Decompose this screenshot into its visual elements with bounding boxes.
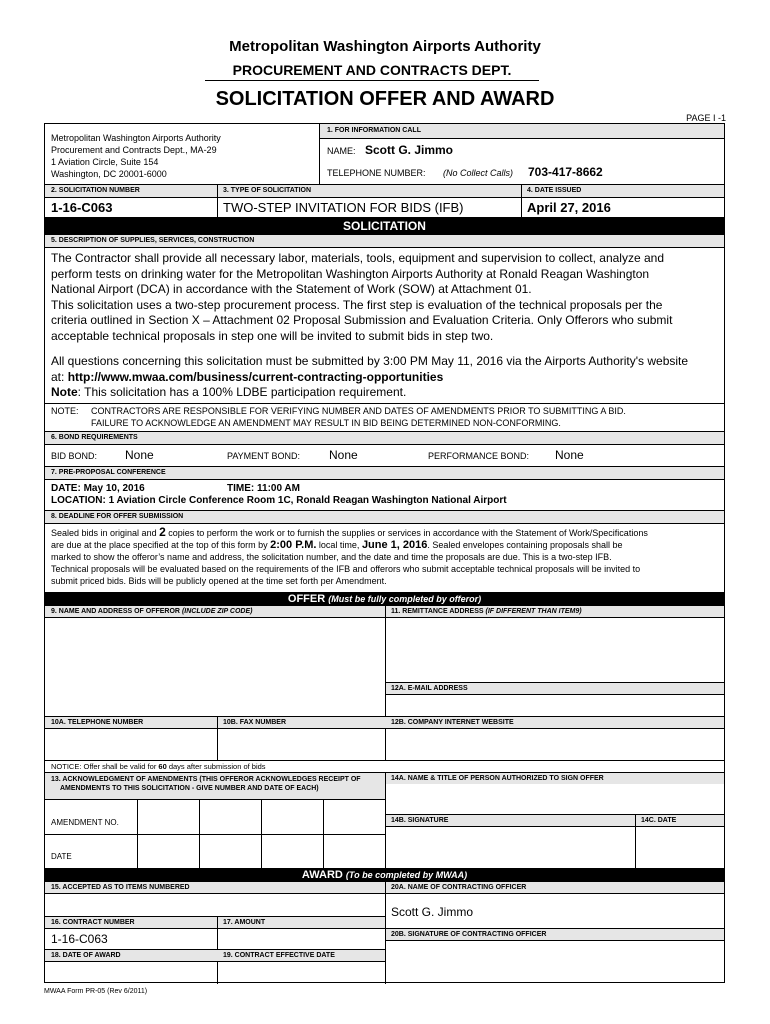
form-title: SOLICITATION OFFER AND AWARD: [215, 88, 555, 110]
deadline-body: Sealed bids in original and 2 copies to perform the work or to furnish the supplies or services in accordance with the Statement of Work/Specifications are due at the place specified at the top of this form by 2:00 P.M. local time, June 1, 2016. Sealed envelopes containing proposals shall be marked to show the offeror’s name and address, the solicitation number, and the date and time the proposals are due. This is a two-step IFB. Technical proposals will be evaluated based on the requirements of the IFB and offerors who submit acceptable technical proposals will be invited to submit priced bids. Bids will be publicly opened at the time set forth per Amendment.: [51, 525, 648, 586]
amendment-no-input[interactable]: [201, 801, 260, 833]
offeror-address-input[interactable]: [47, 619, 383, 715]
phone-note: (No Collect Calls): [443, 168, 514, 178]
dept-title: PROCUREMENT AND CONTRACTS DEPT.: [205, 62, 539, 81]
amendment-date-input[interactable]: [325, 836, 384, 867]
email-input[interactable]: [387, 696, 723, 716]
solicitation-section-bar: SOLICITATION: [45, 217, 724, 235]
contact-name: Scott G. Jimmo: [365, 143, 454, 157]
date-issued: April 27, 2016: [527, 200, 611, 215]
description-line: criteria outlined in Section X – Attachment 02 Proposal Submission and Evaluation Criteria. Only Offerors who submit: [51, 313, 673, 327]
opportunities-link[interactable]: http://www.mwaa.com/business/current-contracting-opportunities: [67, 369, 444, 384]
fax-input[interactable]: [219, 730, 383, 758]
fax-label: 10B. FAX NUMBER: [223, 719, 287, 726]
effective-date-input[interactable]: [219, 963, 383, 982]
effective-date-label: 19. CONTRACT EFFECTIVE DATE: [223, 952, 335, 959]
page-number: PAGE I -1: [686, 113, 726, 123]
deadline-label: 8. DEADLINE FOR OFFER SUBMISSION: [51, 513, 184, 520]
description-line: All questions concerning this solicitation must be submitted by 3:00 PM May 11, 2016 via the Airports Authority's website: [51, 354, 689, 368]
amendment-date-label: DATE: [51, 852, 72, 861]
description-line: acceptable technical proposals in step one will be invited to submit bids in step two.: [51, 328, 494, 343]
award-date-input[interactable]: [47, 963, 215, 982]
authorized-signer-input[interactable]: [387, 786, 723, 812]
amendment-no-input[interactable]: [325, 801, 384, 833]
issuer-address: [51, 132, 221, 180]
note-label: NOTE:: [51, 406, 79, 416]
payment-bond-label: PAYMENT BOND:: [227, 451, 301, 461]
email-label: 12A. E-MAIL ADDRESS: [391, 685, 468, 692]
amendment-no-input[interactable]: [263, 801, 322, 833]
description-label: 5. DESCRIPTION OF SUPPLIES, SERVICES, CONSTRUCTION: [51, 237, 255, 244]
note-line: FAILURE TO ACKNOWLEDGE AN AMENDMENT MAY RESULT IN BID BEING DETERMINED NON-CONFORMING.: [91, 418, 561, 428]
signature-label: 14B. SIGNATURE: [391, 817, 449, 824]
ldbe-note: Note: This solicitation has a 100% LDBE participation requirement.: [51, 385, 407, 399]
telephone-input[interactable]: [47, 730, 215, 758]
form-footer: MWAA Form PR-05 (Rev 6/2011): [44, 988, 148, 995]
website-label: 12B. COMPANY INTERNET WEBSITE: [391, 719, 514, 726]
amount-label: 17. AMOUNT: [223, 919, 266, 926]
contract-number: 1-16-C063: [51, 932, 108, 946]
address-line: Procurement and Contracts Dept., MA-29: [51, 145, 217, 155]
info-call-label: 1. FOR INFORMATION CALL: [327, 127, 421, 134]
description-line: This solicitation uses a two-step procurement process. The first step is evaluation of the technical proposals per the: [51, 297, 663, 312]
performance-bond-label: PERFORMANCE BOND:: [428, 451, 530, 461]
solicitation-number-label: 2. SOLICITATION NUMBER: [51, 187, 140, 194]
remittance-address-label: 11. REMITTANCE ADDRESS (IF DIFFERENT THAN ITEM9): [391, 608, 582, 615]
conference-time: TIME: 11:00 AM: [227, 483, 300, 494]
amendment-no-input[interactable]: [139, 801, 198, 833]
date-issued-label: 4. DATE ISSUED: [527, 187, 582, 194]
contracting-officer-label: 20A. NAME OF CONTRACTING OFFICER: [391, 884, 527, 891]
sign-date-input[interactable]: [637, 828, 723, 866]
deadline-date: June 1, 2016: [361, 539, 428, 551]
conference-date: DATE: May 10, 2016: [51, 483, 145, 494]
amount-input[interactable]: [219, 930, 383, 948]
bid-bond-label: BID BOND:: [51, 451, 98, 461]
bid-bond: None: [125, 448, 154, 462]
address-line: Metropolitan Washington Airports Authority: [51, 133, 221, 143]
officer-signature-label: 20B. SIGNATURE OF CONTRACTING OFFICER: [391, 931, 547, 938]
note-line: CONTRACTORS ARE RESPONSIBLE FOR VERIFYING NUMBER AND DATES OF AMENDMENTS PRIOR TO SUBMITTING A BID.: [91, 406, 626, 416]
conference-location: LOCATION: 1 Aviation Circle Conference Room 1C, Ronald Reagan Washington National Airport: [51, 495, 507, 506]
description-line: at: http://www.mwaa.com/business/current-contracting-opportunities: [51, 369, 444, 384]
address-line: Washington, DC 20001-6000: [51, 169, 167, 179]
description-line: National Airport (DCA) in accordance with the Statement of Work (SOW) at Attachment 01.: [51, 282, 532, 296]
officer-signature-input[interactable]: [387, 942, 723, 982]
payment-bond: None: [329, 448, 358, 462]
solicitation-type: TWO-STEP INVITATION FOR BIDS (IFB): [223, 200, 464, 215]
award-date-label: 18. DATE OF AWARD: [51, 952, 121, 959]
copies-count: 2: [159, 525, 166, 539]
amendment-no-label: AMENDMENT NO.: [51, 818, 119, 827]
offeror-address-label: 9. NAME AND ADDRESS OF OFFEROR (INCLUDE ZIP CODE): [51, 608, 253, 615]
solicitation-number: 1-16-C063: [51, 200, 113, 215]
deadline-time: 2:00 P.M.: [270, 539, 317, 551]
org-title: Metropolitan Washington Airports Authority: [229, 38, 541, 55]
solicitation-form: [44, 123, 725, 983]
website-input[interactable]: [387, 730, 723, 758]
amendment-date-input[interactable]: [201, 836, 260, 867]
contract-number-label: 16. CONTRACT NUMBER: [51, 919, 135, 926]
validity-notice: NOTICE: Offer shall be valid for 60 days after submission of bids: [51, 762, 266, 771]
preproposal-label: 7. PRE-PROPOSAL CONFERENCE: [51, 469, 166, 476]
amendment-date-input[interactable]: [263, 836, 322, 867]
description-line: The Contractor shall provide all necessary labor, materials, tools, equipment and supervision to collect, analyze and: [51, 251, 664, 265]
amendments-label: 13. ACKNOWLEDGMENT OF AMENDMENTS (THIS OFFEROR ACKNOWLEDGES RECEIPT OF AMENDMENTS TO THIS SOLICITATION - GIVE NUMBER AND DATE OF EACH): [51, 776, 361, 792]
description-line: perform tests on drinking water for the Metropolitan Washington Airports Authority at Ronald Reagan Washington: [51, 266, 650, 281]
name-label: NAME:: [327, 146, 356, 156]
contracting-officer: Scott G. Jimmo: [391, 905, 474, 919]
performance-bond: None: [555, 448, 584, 462]
sign-date-label: 14C. DATE: [641, 817, 677, 824]
offer-section-bar: OFFER (Must be fully completed by offeror): [45, 592, 724, 606]
description-body: [51, 251, 688, 401]
accepted-items-input[interactable]: [47, 895, 383, 915]
phone-label: TELEPHONE NUMBER:: [327, 168, 426, 178]
solicitation-type-label: 3. TYPE OF SOLICITATION: [223, 187, 312, 194]
award-section-bar: AWARD (To be completed by MWAA): [45, 868, 724, 882]
amendment-date-input[interactable]: [139, 836, 198, 867]
bond-label: 6. BOND REQUIREMENTS: [51, 434, 138, 441]
authorized-signer-label: 14A. NAME & TITLE OF PERSON AUTHORIZED TO SIGN OFFER: [391, 775, 604, 782]
accepted-items-label: 15. ACCEPTED AS TO ITEMS NUMBERED: [51, 884, 190, 891]
remittance-address-input[interactable]: [387, 619, 723, 681]
contact-phone: 703-417-8662: [528, 165, 603, 179]
signature-input[interactable]: [387, 828, 633, 866]
telephone-label: 10A. TELEPHONE NUMBER: [51, 719, 144, 726]
address-line: 1 Aviation Circle, Suite 154: [51, 157, 159, 167]
